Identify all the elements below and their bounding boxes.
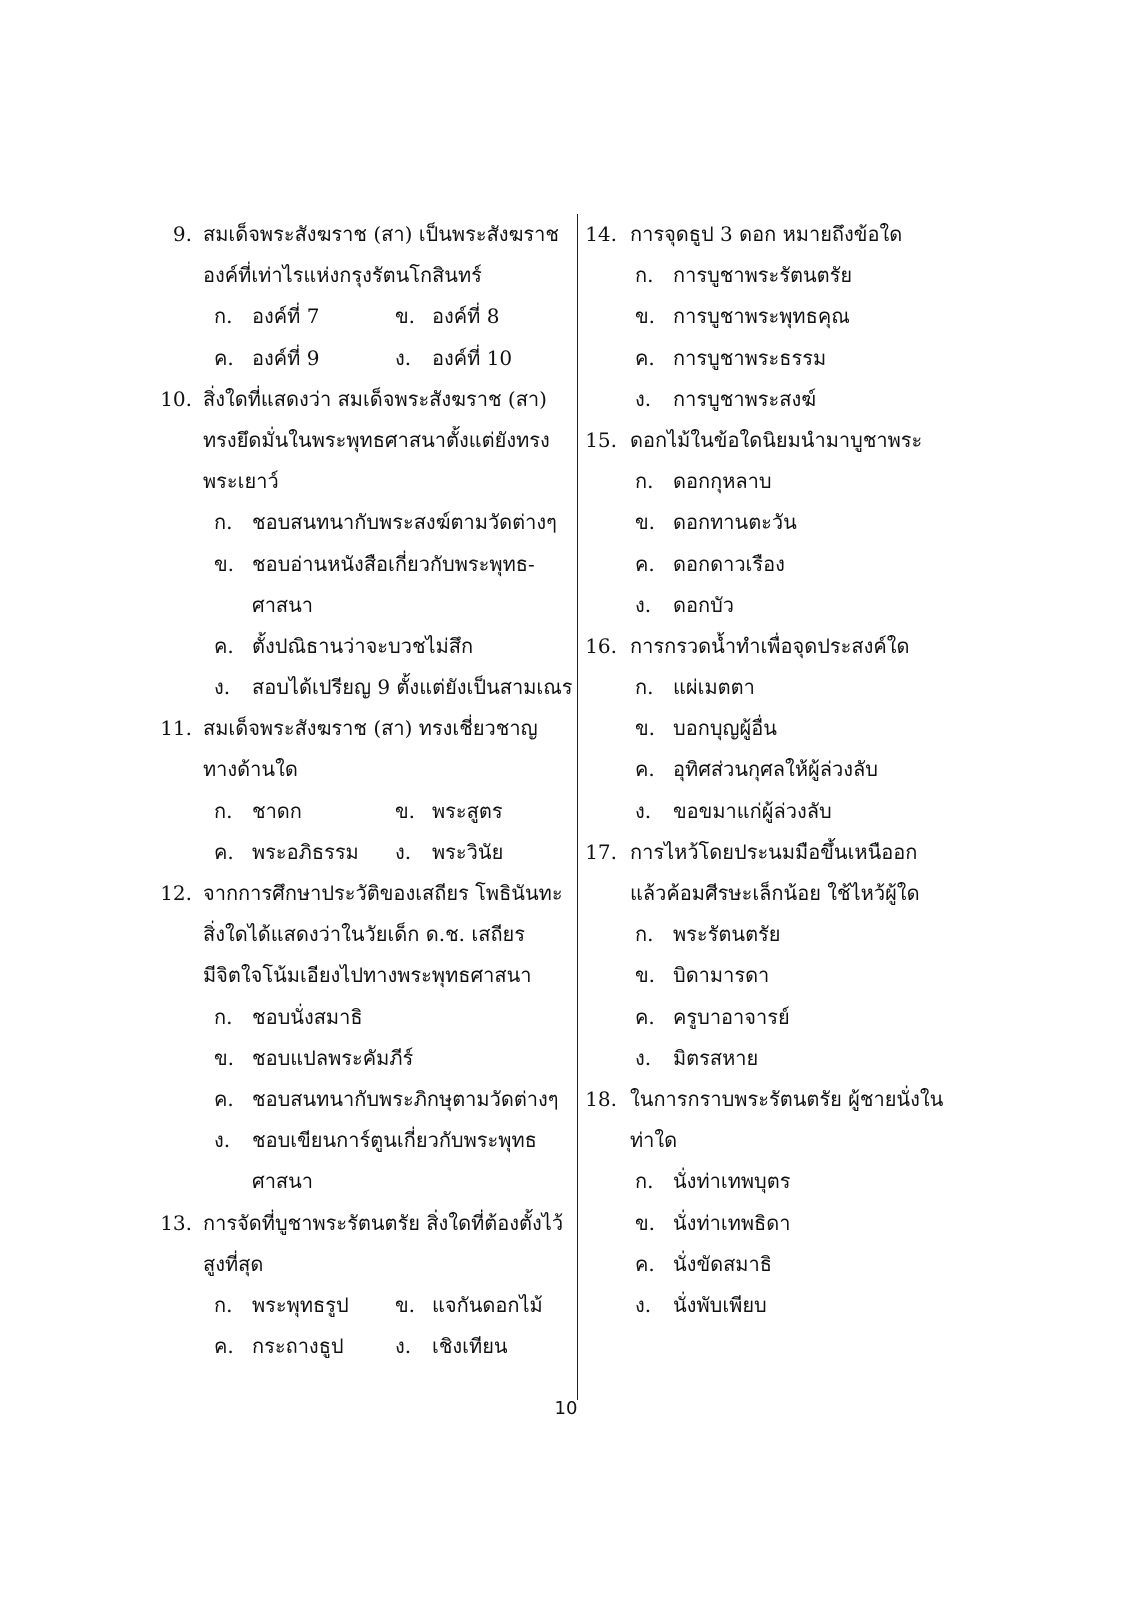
option-key: ข. [395,1292,416,1317]
option-key: ง. [395,1334,412,1359]
question-line [150,955,565,996]
question-line [150,1244,565,1285]
option-key: ค. [635,757,655,782]
option-row [585,255,985,296]
option-text: เชิงเทียน [432,1334,508,1359]
question-text: พระเยาว์ [203,469,279,494]
option-text: องค์ที่ 7 [252,304,320,329]
option-row [585,544,985,585]
question [585,832,985,1079]
question-number: 11. [160,716,192,741]
option-row [150,667,573,708]
left-column [150,214,573,1367]
question-text: สิ่งใดที่แสดงว่า สมเด็จพระสังฆราช (สา) [203,386,547,411]
option-row [585,955,985,996]
question-line [150,420,565,461]
option-key: ค. [635,1251,655,1276]
option-key: ง. [635,592,652,617]
question [150,708,565,873]
question-line [585,626,985,667]
option-key: ก. [214,1292,233,1317]
option-text: การบูชาพระรัตนตรัย [673,263,853,288]
option-key: ค. [635,1004,655,1029]
option-row [150,544,565,585]
option-row [150,626,565,667]
question-line [585,1120,985,1161]
question-line [150,255,565,296]
option-key: ก. [214,1004,233,1029]
option-text: พระรัตนตรัย [673,922,781,947]
option-text: ดอกกุหลาบ [673,469,772,494]
option-key: ค. [214,1334,234,1359]
option-key: ก. [635,263,654,288]
option-text: ชอบอ่านหนังสือเกี่ยวกับพระพุทธ- [252,551,535,576]
option-row [150,791,565,832]
option-row [150,502,565,543]
option-key: ง. [635,386,652,411]
question [150,873,565,1203]
question-number: 15. [585,427,617,452]
question-text: สูงที่สุด [203,1251,264,1276]
option-text: แผ่เมตตา [673,675,755,700]
question-line [150,749,565,790]
question-text: แล้วค้อมศีรษะเล็กน้อย ใช้ไหว้ผู้ใด [630,881,920,905]
option-key: ก. [635,922,654,947]
option-key: ข. [214,551,235,576]
question-text: จากการศึกษาประวัติของเสถียร โพธินันทะ [203,881,563,905]
option-text: อุทิศส่วนกุศลให้ผู้ล่วงลับ [673,757,878,782]
option-row [585,997,985,1038]
question-number: 13. [160,1210,192,1235]
option-text: ชาดก [252,798,302,823]
option-text: การบูชาพระธรรม [673,345,827,370]
option-key: ข. [214,1045,235,1070]
question [150,214,565,379]
question [585,626,985,832]
option-key: ง. [214,1128,231,1153]
option-text: ชอบนั่งสมาธิ [252,1004,363,1029]
option-text: นั่งท่าเทพธิดา [673,1210,791,1235]
question-line [150,461,565,502]
option-text: ชอบเขียนการ์ตูนเกี่ยวกับพระพุทธ [252,1128,537,1153]
option-text: การบูชาพระพุทธคุณ [673,304,850,329]
option-row [150,585,565,626]
option-text: ศาสนา [252,1169,314,1194]
option-text: บอกบุญผู้อื่น [673,716,777,741]
question-number: 9. [172,222,192,246]
option-text: นั่งขัดสมาธิ [673,1251,772,1276]
option-text: ขอขมาแก่ผู้ล่วงลับ [673,798,832,823]
option-text: นั่งพับเพียบ [673,1292,767,1317]
question-text: ท่าใด [630,1128,678,1153]
option-row [150,1079,565,1120]
option-text: ดอกดาวเรือง [673,551,785,576]
option-row [585,914,985,955]
right-column [585,214,985,1326]
option-text: ตั้งปณิธานว่าจะบวชไม่สึก [252,633,474,658]
question-number: 18. [585,1086,617,1111]
question [150,379,573,709]
question-text: การกรวดน้ำทำเพื่อจุดประสงค์ใด [630,633,910,658]
option-row [585,1285,985,1326]
option-row [585,708,985,749]
question-number: 17. [585,839,617,864]
option-text: กระถางธูป [252,1334,344,1359]
option-text: ดอกทานตะวัน [673,510,797,535]
question-text: การจุดธูป 3 ดอก หมายถึงข้อใด [630,222,903,246]
option-text: พระวินัย [432,839,504,864]
option-row [150,1161,565,1202]
question-text: สมเด็จพระสังฆราช (สา) ทรงเชี่ยวชาญ [203,716,538,741]
question-number: 12. [160,881,192,905]
option-key: ก. [214,304,233,329]
option-key: ข. [635,304,656,329]
question-line [585,214,985,255]
option-text: ชอบสนทนากับพระภิกษุตามวัดต่างๆ [252,1086,559,1111]
option-row [150,296,565,337]
page-number: 10 [554,1398,578,1419]
question-number: 14. [585,222,617,246]
option-row [585,1244,985,1285]
option-key: ง. [635,1292,652,1317]
question-text: ในการกราบพระรัตนตรัย ผู้ชายนั่งใน [630,1086,944,1111]
option-key: ก. [635,1169,654,1194]
question-line [150,914,565,955]
option-key: ง. [395,839,412,864]
column-divider [577,214,578,1400]
option-row [585,749,985,790]
question [150,1203,565,1368]
option-key: ก. [214,510,233,535]
question [585,214,985,420]
question-text: สิ่งใดได้แสดงว่าในวัยเด็ก ด.ช. เสถียร [203,922,526,947]
question-text: การจัดที่บูชาพระรัตนตรัย สิ่งใดที่ต้องตั้งไว้ [203,1210,564,1235]
option-key: ก. [635,675,654,700]
option-key: ข. [635,1210,656,1235]
option-text: ชอบสนทนากับพระสงฆ์ตามวัดต่างๆ [252,510,557,535]
question [585,1079,985,1326]
option-key: ค. [214,345,234,370]
question-line [585,832,985,873]
option-text: นั่งท่าเทพบุตร [673,1169,791,1194]
option-text: การบูชาพระสงฆ์ [673,386,817,411]
option-key: ก. [635,469,654,494]
question-text: ทางด้านใด [203,757,298,782]
option-key: ค. [214,839,234,864]
option-key: ค. [635,345,655,370]
option-text: ชอบแปลพระคัมภีร์ [252,1045,414,1070]
question-text: สมเด็จพระสังฆราช (สา) เป็นพระสังฆราช [203,222,559,246]
option-row [150,1285,565,1326]
option-key: ข. [395,304,416,329]
option-key: ก. [214,798,233,823]
question [585,420,985,626]
question-line [150,379,565,420]
option-row [585,1161,985,1202]
option-key: ง. [635,1045,652,1070]
question-text: ทรงยึดมั่นในพระพุทธศาสนาตั้งแต่ยังทรง [203,427,550,452]
option-text: มิตรสหาย [673,1045,759,1070]
question-line [150,873,565,914]
option-row [585,585,985,626]
option-text: ศาสนา [252,592,314,617]
option-row [585,461,985,502]
option-row [150,832,565,873]
option-key: ข. [635,716,656,741]
question-number: 16. [585,633,617,658]
option-key: ง. [395,345,412,370]
option-key: ค. [635,551,655,576]
option-row [150,338,565,379]
question-line [150,214,565,255]
option-row [585,1203,985,1244]
question-number: 10. [160,386,192,411]
option-row [585,791,985,832]
question-line [150,708,565,749]
option-row [150,1120,565,1161]
option-key: ข. [395,798,416,823]
option-row [585,667,985,708]
option-text: แจกันดอกไม้ [432,1292,543,1317]
option-text: พระอภิธรรม [252,839,359,864]
option-text: พระพุทธรูป [252,1292,349,1317]
question-line [585,873,985,914]
question-line [585,420,985,461]
option-text: องค์ที่ 9 [252,345,320,370]
option-text: องค์ที่ 8 [432,304,500,329]
option-row [150,1038,565,1079]
option-key: ค. [214,633,234,658]
option-text: พระสูตร [432,798,503,823]
question-text: มีจิตใจโน้มเอียงไปทางพระพุทธศาสนา [203,963,532,988]
option-key: ข. [635,963,656,988]
option-row [150,1326,565,1367]
question-line [150,1203,565,1244]
option-key: ข. [635,510,656,535]
option-row [585,1038,985,1079]
question-text: องค์ที่เท่าไรแห่งกรุงรัตนโกสินทร์ [203,263,482,288]
option-key: ง. [635,798,652,823]
option-text: สอบได้เปรียญ 9 ตั้งแต่ยังเป็นสามเณร [252,675,573,700]
option-row [585,338,985,379]
question-line [585,1079,985,1120]
option-text: องค์ที่ 10 [432,345,513,370]
option-text: บิดามารดา [673,963,770,988]
option-row [150,997,565,1038]
option-key: ง. [214,675,231,700]
question-text: การไหว้โดยประนมมือขึ้นเหนืออก [630,839,918,864]
option-text: ดอกบัว [673,592,735,617]
option-row [585,502,985,543]
question-text: ดอกไม้ในข้อใดนิยมนำมาบูชาพระ [630,427,923,452]
option-key: ค. [214,1086,234,1111]
option-row [585,379,985,420]
option-row [585,296,985,337]
option-text: ครูบาอาจารย์ [673,1004,790,1029]
